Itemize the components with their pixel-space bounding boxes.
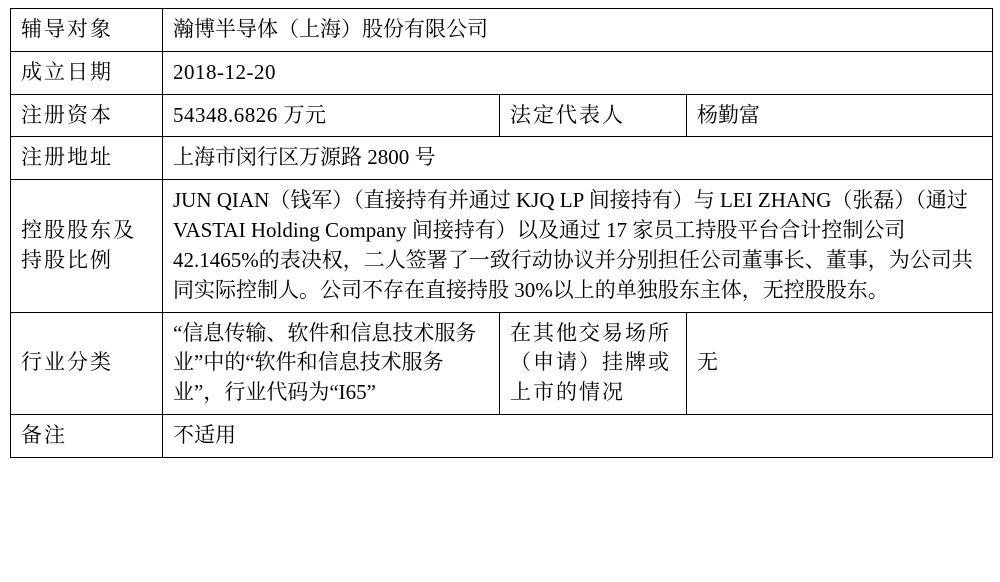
table-row-industry-classification — [11, 312, 993, 414]
table-row-guidance-target — [11, 9, 993, 52]
row-value-other-exchange-listing: 无 — [687, 312, 993, 414]
table-row-remark — [11, 414, 993, 457]
row-value-remark: 不适用 — [163, 414, 993, 457]
row-value-controlling-shareholder: JUN QIAN（钱军）（直接持有并通过 KJQ LP 间接持有）与 LEI ZHANG（张磊）（通过 VASTAI Holding Company 间接持有）以及通过 17 家员工持股平台合计控制公司 42.1465%的表决权，二人签署了一致行动协议并分别担任公司董事长、董事，为公司共同实际控制人。公司不存在直接持股 30%以上的单独股东主体，无控股股东。 — [163, 180, 993, 312]
row-label-registered-capital: 注册资本 — [11, 94, 163, 137]
row-label-establish-date: 成立日期 — [11, 51, 163, 94]
row-label-guidance-target: 辅导对象 — [11, 9, 163, 52]
row-value-registered-address: 上海市闵行区万源路 2800 号 — [163, 137, 993, 180]
row-label-other-exchange-listing: 在其他交易场所（申请）挂牌或上市的情况 — [500, 312, 687, 414]
row-value-registered-capital: 54348.6826 万元 — [163, 94, 500, 137]
row-value-establish-date: 2018-12-20 — [163, 51, 993, 94]
row-value-legal-representative: 杨勤富 — [687, 94, 993, 137]
table-row-registered-address — [11, 137, 993, 180]
table-row-establish-date — [11, 51, 993, 94]
company-info-table — [10, 8, 993, 458]
table-row-controlling-shareholder — [11, 180, 993, 312]
row-label-registered-address: 注册地址 — [11, 137, 163, 180]
row-label-remark: 备注 — [11, 414, 163, 457]
row-value-guidance-target: 瀚博半导体（上海）股份有限公司 — [163, 9, 993, 52]
row-value-industry-classification: “信息传输、软件和信息技术服务业”中的“软件和信息技术服务业”，行业代码为“I65” — [163, 312, 500, 414]
row-label-controlling-shareholder: 控股股东及持股比例 — [11, 180, 163, 312]
table-row-registered-capital — [11, 94, 993, 137]
row-label-industry-classification: 行业分类 — [11, 312, 163, 414]
row-label-legal-representative: 法定代表人 — [500, 94, 687, 137]
